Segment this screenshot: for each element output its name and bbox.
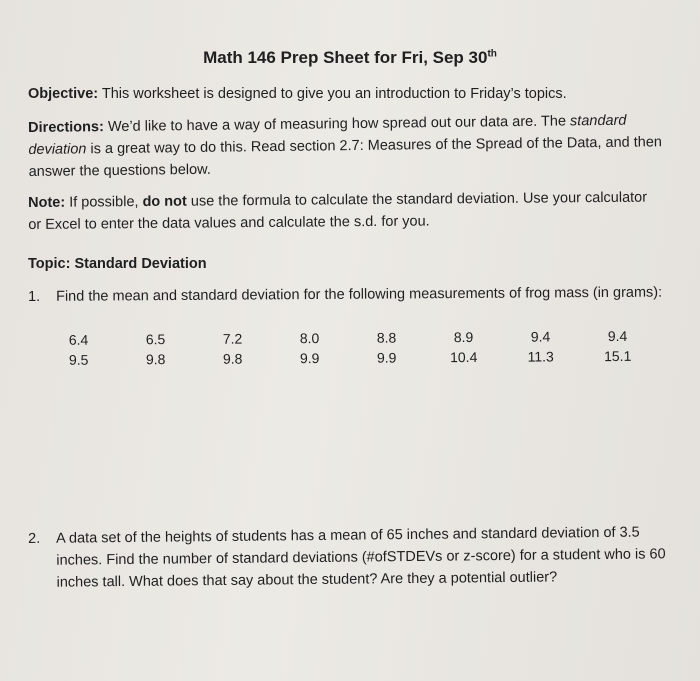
data-cell: 6.4	[68, 331, 89, 348]
data-cell: 15.1	[604, 347, 632, 365]
data-cell: 9.5	[68, 351, 89, 368]
note-text-1: If possible,	[65, 194, 143, 211]
data-cell: 8.8	[376, 329, 397, 346]
directions-emphasis: standard deviation	[28, 112, 627, 158]
objective-text: This worksheet is designed to give you an introduction to Friday’s topics.	[98, 86, 567, 102]
data-cell: 9.4	[607, 327, 628, 345]
data-cell: 9.4	[530, 328, 551, 345]
data-cell: 9.9	[376, 349, 397, 366]
note-text-2: use the formula to calculate the standard deviation. Use your calculator or Excel to enter the data values and calculate the s.d. for you.	[28, 189, 648, 233]
directions-text-1: We’d like to have a way of measuring how spread out our data are. The	[103, 113, 571, 136]
question-2-number: 2.	[28, 530, 41, 547]
data-cell: 9.8	[145, 351, 166, 368]
data-row	[40, 346, 656, 370]
question-1-text: Find the mean and standard deviation for the following measurements of frog mass (in grams):	[56, 284, 663, 305]
objective-label: Objective:	[28, 86, 99, 102]
data-cell: 8.0	[299, 330, 320, 347]
note-emphasis: do not	[142, 193, 187, 211]
topic-heading: Topic: Standard Deviation	[28, 256, 207, 272]
note-paragraph	[28, 187, 648, 236]
data-cell: 8.9	[453, 328, 474, 346]
data-cell: 6.5	[145, 331, 166, 348]
data-cell: 11.3	[527, 348, 554, 365]
question-2-text: A data set of the heights of students has a mean of 65 inches and standard deviation of 3.5 inches. Find the number of standard deviations (#ofSTDEVs or z-score) for a student who is 60 inches tall. What does that say about the student? Are they a potential outlier?	[56, 524, 666, 591]
data-cell: 9.8	[222, 350, 243, 367]
data-cell: 7.2	[222, 330, 243, 347]
page-title	[0, 48, 700, 68]
title-superscript: th	[487, 48, 497, 60]
question-1-number: 1.	[28, 288, 41, 305]
directions-paragraph	[28, 109, 669, 183]
directions-text-2: is a great way to do this. Read section 2.7: Measures of the Spread of the Data, and then answer the questions below.	[28, 134, 663, 180]
note-label: Note:	[28, 194, 66, 211]
question-2	[28, 521, 669, 594]
data-cell: 9.9	[299, 350, 320, 367]
title-text: Math 146 Prep Sheet for Fri, Sep 30	[203, 48, 488, 67]
objective-paragraph	[28, 83, 678, 105]
data-cell: 10.4	[450, 348, 478, 366]
directions-label: Directions:	[28, 119, 104, 136]
question-1	[28, 282, 668, 308]
frog-mass-table	[40, 326, 656, 370]
